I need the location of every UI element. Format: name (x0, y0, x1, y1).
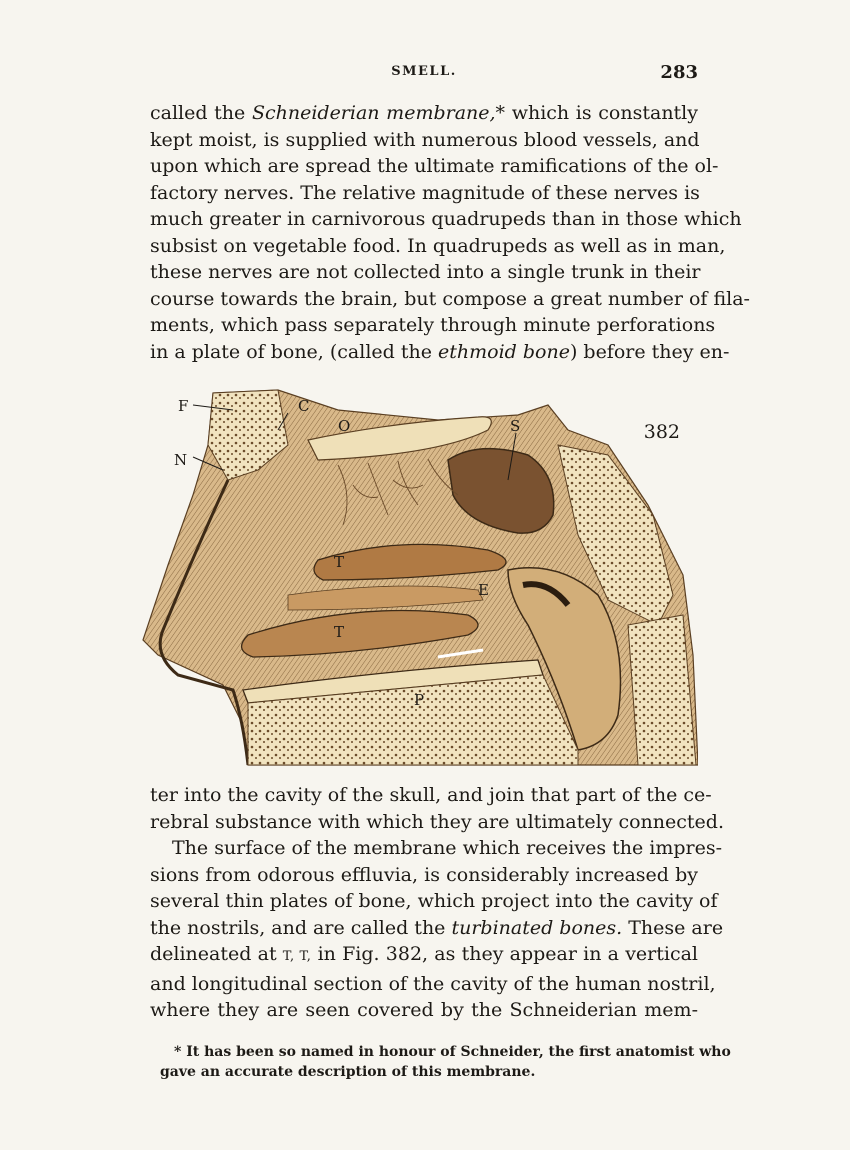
text-line: upon which are spread the ultimate ramifications of the ol- (150, 155, 719, 177)
top-paragraph (150, 100, 750, 365)
text-line (150, 339, 730, 366)
figure-label-p: P (414, 691, 425, 709)
running-title: SMELL. (391, 64, 457, 79)
text-run: which is constantly (505, 102, 698, 124)
text-run: These are (622, 916, 724, 939)
text-run: in a plate of bone, (called the (150, 340, 439, 363)
text-line (150, 915, 724, 942)
footnote (160, 1042, 731, 1082)
text-line: kept moist, is supplied with numerous blood vessels, and (150, 128, 700, 151)
text-run: called the (150, 102, 252, 124)
text-line (150, 941, 698, 971)
text-line: sions from odorous effluvia, is considerably increased by (150, 863, 698, 886)
text-line: course towards the brain, but compose a great number of fila- (150, 287, 750, 310)
figure-label-t-upper: T (334, 553, 345, 571)
text-run: the nostrils, and are called the (150, 916, 452, 939)
text-line: ter into the cavity of the skull, and join that part of the ce- (150, 784, 712, 806)
text-run: delineated at (150, 943, 283, 965)
running-head (150, 62, 698, 86)
italic-term: Schneiderian membrane,* (251, 102, 506, 124)
text-line: and longitudinal section of the cavity of the human nostril, (150, 972, 716, 995)
figure-label-s: S (510, 417, 521, 435)
text-line: subsist on vegetable food. In quadrupeds as well as in man, (150, 234, 726, 257)
figure-label-o: O (338, 417, 351, 435)
text-line: several thin plates of bone, which project into the cavity of (150, 890, 718, 912)
figure-label-e: E (478, 581, 489, 599)
figure-label-n: N (174, 451, 188, 469)
text-run: in Fig. 382, as they appear in a vertical (311, 943, 699, 965)
italic-term: turbinated bones. (451, 916, 623, 939)
bottom-paragraph (150, 782, 724, 1024)
text-line: much greater in carnivorous quadrupeds than in those which (150, 208, 742, 230)
text-line: ments, which pass separately through minute perforations (150, 314, 716, 336)
text-line: where they are seen covered by the Schneiderian mem- (150, 999, 698, 1021)
text-line (150, 100, 698, 127)
figure-label-t-lower: T (334, 623, 345, 641)
text-line: The surface of the membrane which receives the impres- (172, 837, 723, 859)
page-number: 283 (660, 62, 698, 83)
italic-term: ethmoid bone (438, 340, 570, 363)
footnote-line: gave an accurate description of this membrane. (160, 1064, 536, 1080)
figure-number: 382 (643, 421, 680, 443)
anatomical-figure (138, 385, 698, 777)
figure-label-f: F (178, 397, 189, 415)
text-line: factory nerves. The relative magnitude of these nerves is (150, 181, 700, 204)
text-line: rebral substance with which they are ultimately connected. (150, 810, 724, 833)
footnote-line: * It has been so named in honour of Schneider, the first anatomist who (174, 1044, 731, 1060)
text-line: these nerves are not collected into a single trunk in their (150, 261, 701, 283)
text-run: ) before they en- (569, 340, 730, 363)
small-caps-term: T, T, (282, 949, 312, 964)
nasal-cavity-illustration (138, 385, 698, 777)
figure-label-c: C (298, 397, 310, 415)
